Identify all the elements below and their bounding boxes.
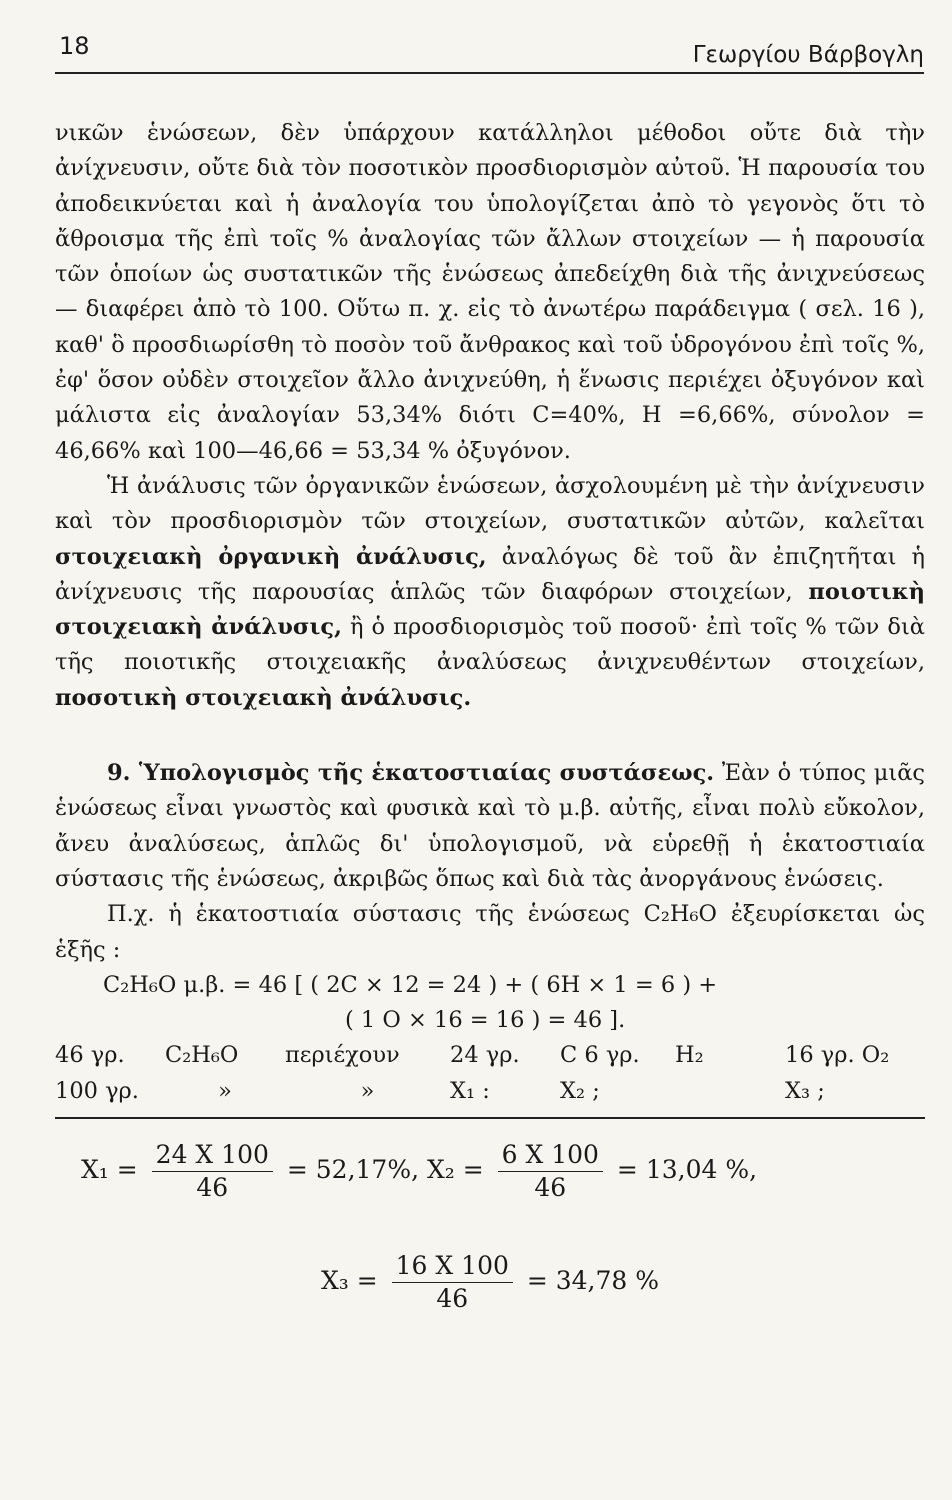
fraction <box>152 1139 273 1204</box>
page-body <box>55 116 925 1315</box>
paragraph-2-text-a: Ἡ ἀνάλυσις τῶν ὀργανικῶν ἑνώσεων, ἀσχολουμένη μὲ τὴν ἀνίχνευσιν καὶ τὸν προσδιορισμὸν τῶν στοιχείων, συστατικῶν αὐτῶν, καλεῖται <box>55 472 925 535</box>
fraction-denominator: 46 <box>436 1284 469 1314</box>
proportion-row-2 <box>55 1074 925 1109</box>
page-number: 18 <box>59 32 90 60</box>
paragraph-1: νικῶν ἑνώσεων, δὲν ὑπάρχουν κατάλληλοι μέθοδοι οὔτε διὰ τὴν ἀνίχνευσιν, οὔτε διὰ τὸν ποσοτικὸν προσδιορισμὸν αὐτοῦ. Ἡ παρουσία του ἀποδεικνύεται καὶ ἡ ἀναλογία του ὑπολογίζεται ἀπὸ τὸ γεγονὸς ὅτι τὸ ἄθροισμα τῆς ἐπὶ τοῖς % ἀναλογίας τῶν ἄλλων στοιχείων — ἡ παρουσία τῶν ὁποίων ὡς συστατικῶν τῆς ἑνώσεως ἀπεδείχθη διὰ τῆς ἀνιχνεύσεως — διαφέρει ἀπὸ τὸ 100. Οὕτω π. χ. εἰς τὸ ἀνωτέρω παράδειγμα ( σελ. 16 ), καθ' ὃ προσδιωρίσθη τὸ ποσὸν τοῦ ἄνθρακος καὶ τοῦ ὑδρογόνου ἐπὶ τοῖς %, ἐφ' ὅσον οὐδὲν στοιχεῖον ἄλλο ἀνιχνεύθη, ἡ ἕνωσις περιέχει ὀξυγόνον καὶ μάλιστα εἰς ἀναλογίαν 53,34% διότι C=40%, H =6,66%, σύνολον = 46,66% καὶ 100—46,66 = 53,34 % ὀξυγόνον. <box>55 120 925 464</box>
proportion-cell: C₂H₆O <box>165 1042 239 1069</box>
formula-end: = 13,04 %, <box>616 1155 758 1185</box>
formula-x1-x2 <box>55 1139 925 1204</box>
paragraph-2-text-c: ἀναλόγως δὲ τοῦ ἂν ἐπιζητῆται ἡ ἀνίχνευσις τῆς παρουσίας ἁπλῶς τῶν διαφόρων στοιχείων, <box>55 543 925 605</box>
fraction <box>498 1139 603 1204</box>
proportion-row-1 <box>55 1038 925 1073</box>
formula-end: = 34,78 % <box>526 1266 660 1296</box>
page-header <box>55 28 924 74</box>
running-head: Γεωργίου Βάρβογλη <box>692 42 924 68</box>
proportion-cell <box>675 1074 785 1109</box>
proportion-cell: 24 γρ. <box>450 1042 520 1069</box>
proportion-cell: H₂ <box>675 1042 704 1069</box>
proportion-cell: X₃ ; <box>785 1077 825 1104</box>
fraction-numerator: 24 X 100 <box>152 1139 273 1172</box>
section-9 <box>55 756 925 897</box>
equation-1: C₂H₆O μ.β. = 46 [ ( 2C × 12 = 24 ) + ( 6H × 1 = 6 ) + <box>103 971 718 998</box>
proportion-cell: 16 γρ. O₂ <box>785 1042 890 1069</box>
divider <box>55 1117 925 1119</box>
fraction-numerator: 16 X 100 <box>392 1250 513 1283</box>
paragraph-2-text-d: ἢ ὁ προσδιορισμὸς τοῦ ποσοῦ· ἐπὶ τοῖς % τῶν διὰ τῆς ποιοτικῆς στοιχειακῆς ἀναλύσεως ἀνιχνευθέντων στοιχείων, <box>55 614 925 676</box>
section-9-text: Ἐὰν ὁ τύπος μιᾶς ἑνώσεως εἶναι γνωστὸς καὶ φυσικὰ καὶ τὸ μ.β. αὐτῆς, εἶναι πολὺ εὔκολον, ἄνευ ἀναλύσεως, ἁπλῶς δι' ὑπολογισμοῦ, νὰ εὑρεθῇ ἡ ἑκατοστιαία σύστασις τῆς ἑνώσεως, ἀκριβῶς ὅπως καὶ διὰ τὰς ἀνοργάνους ἑνώσεις. <box>55 760 925 892</box>
fraction <box>392 1250 513 1315</box>
proportion-cell: C 6 γρ. <box>560 1042 640 1069</box>
equation-2: ( 1 O × 16 = 16 ) = 46 ]. <box>345 1007 626 1034</box>
proportion-cell: 46 γρ. <box>55 1042 125 1069</box>
proportion-cell: 100 γρ. <box>55 1077 139 1104</box>
term-quantitative-analysis: ποσοτικὴ στοιχειακὴ ἀνάλυσις. <box>55 684 472 711</box>
formula-x3 <box>55 1250 925 1315</box>
term-qualitative-analysis: ποιοτικὴ στοιχειακὴ ἀνάλυσις, <box>55 578 925 641</box>
proportion-cell: X₂ ; <box>560 1077 600 1104</box>
paragraph-3: Π.χ. ἡ ἑκατοστιαία σύστασις τῆς ἑνώσεως C₂H₆O ἐξευρίσκεται ὡς ἑξῆς : <box>55 901 925 963</box>
formula-lhs: X₁ = <box>81 1155 138 1185</box>
proportion-cell: » <box>360 1077 375 1104</box>
term-elemental-organic-analysis: στοιχειακὴ ὀργανικὴ ἀνάλυσις, <box>55 543 487 570</box>
paragraph-2 <box>55 469 925 716</box>
proportion-cell: περιέχουν <box>285 1042 400 1069</box>
fraction-numerator: 6 X 100 <box>498 1139 603 1172</box>
section-9-title: 9. Ὑπολογισμὸς τῆς ἑκατοστιαίας συστάσεως. <box>107 760 715 787</box>
proportion-cell: » <box>218 1077 232 1104</box>
fraction-denominator: 46 <box>534 1173 567 1203</box>
formula-lhs: X₃ = <box>320 1266 378 1296</box>
fraction-denominator: 46 <box>196 1173 229 1203</box>
proportion-cell: X₁ : <box>450 1077 490 1104</box>
formula-mid: = 52,17%, X₂ = <box>286 1155 484 1185</box>
